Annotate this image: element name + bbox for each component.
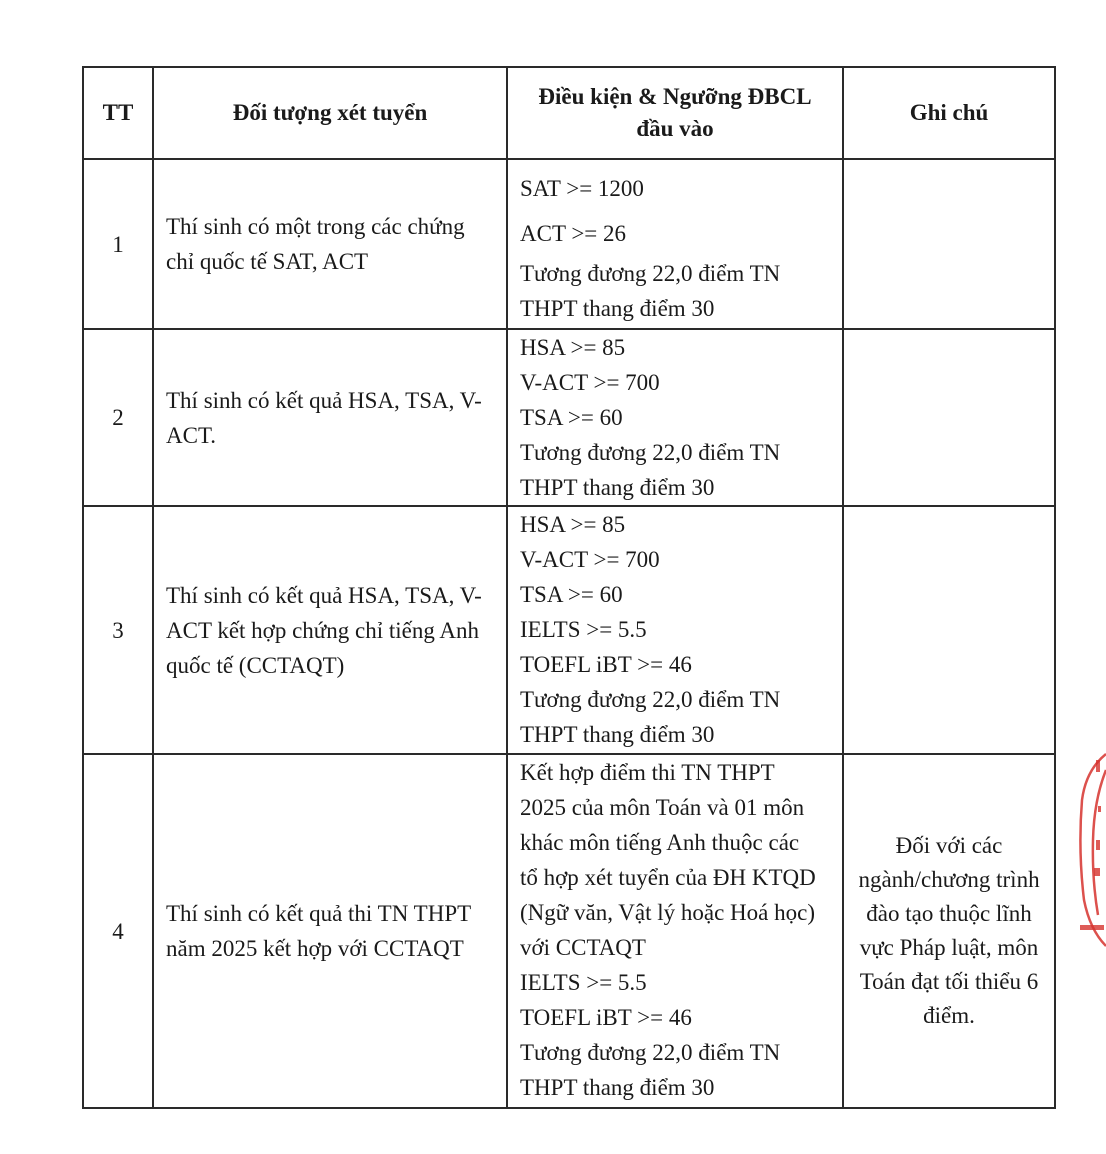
stamp-icon [1076, 740, 1106, 960]
row-number: 3 [83, 506, 153, 754]
row-note [843, 506, 1055, 754]
table-row [83, 329, 1055, 506]
row-object: Thí sinh có kết quả thi TN THPT năm 2025 kết hợp với CCTAQT [153, 754, 507, 1108]
condition-line: khác môn tiếng Anh thuộc các [520, 830, 800, 855]
condition-line: V-ACT >= 700 [520, 370, 660, 395]
condition-line: tổ hợp xét tuyển của ĐH KTQD [520, 865, 816, 890]
condition-line: SAT >= 1200 [520, 176, 644, 201]
condition-line: Tương đương 22,0 điểm TN [520, 1040, 781, 1065]
red-stamp-fragment [1076, 740, 1106, 960]
condition-line: IELTS >= 5.5 [520, 617, 647, 642]
header-tt: TT [83, 67, 153, 159]
row-conditions [507, 754, 843, 1108]
condition-line: THPT thang điểm 30 [520, 722, 715, 747]
row-note [843, 159, 1055, 329]
condition-line: THPT thang điểm 30 [520, 475, 715, 500]
condition-line: TOEFL iBT >= 46 [520, 1005, 692, 1030]
header-condition [507, 67, 843, 159]
row-conditions [507, 159, 843, 329]
admission-criteria-table [82, 66, 1056, 1109]
condition-line: THPT thang điểm 30 [520, 296, 715, 321]
header-condition-line1: Điều kiện & Ngưỡng ĐBCL [538, 84, 812, 109]
row-note: Đối với các ngành/chương trình đào tạo thuộc lĩnh vực Pháp luật, môn Toán đạt tối thiểu 6 điểm. [843, 754, 1055, 1108]
row-object: Thí sinh có một trong các chứng chỉ quốc tế SAT, ACT [153, 159, 507, 329]
row-object: Thí sinh có kết quả HSA, TSA, V-ACT kết hợp chứng chỉ tiếng Anh quốc tế (CCTAQT) [153, 506, 507, 754]
table-row [83, 506, 1055, 754]
condition-line: Tương đương 22,0 điểm TN [520, 440, 781, 465]
condition-line: ACT >= 26 [520, 221, 627, 246]
condition-line: với CCTAQT [520, 935, 646, 960]
condition-line: TSA >= 60 [520, 405, 623, 430]
condition-line: THPT thang điểm 30 [520, 1075, 715, 1100]
condition-line: HSA >= 85 [520, 512, 626, 537]
table-row [83, 754, 1055, 1108]
row-conditions [507, 506, 843, 754]
condition-line: TOEFL iBT >= 46 [520, 652, 692, 677]
condition-line: HSA >= 85 [520, 335, 626, 360]
header-condition-line2: đầu vào [636, 116, 714, 141]
table-row [83, 159, 1055, 329]
condition-line: Tương đương 22,0 điểm TN [520, 687, 781, 712]
condition-line: IELTS >= 5.5 [520, 970, 647, 995]
condition-line: Tương đương 22,0 điểm TN [520, 261, 781, 286]
row-conditions [507, 329, 843, 506]
header-row [83, 67, 1055, 159]
condition-line: 2025 của môn Toán và 01 môn [520, 795, 805, 820]
row-number: 2 [83, 329, 153, 506]
row-note [843, 329, 1055, 506]
condition-line: V-ACT >= 700 [520, 547, 660, 572]
condition-line: Kết hợp điểm thi TN THPT [520, 760, 775, 785]
condition-line: (Ngữ văn, Vật lý hoặc Hoá học) [520, 900, 815, 925]
condition-line: TSA >= 60 [520, 582, 623, 607]
header-object: Đối tượng xét tuyển [153, 67, 507, 159]
row-number: 4 [83, 754, 153, 1108]
header-note: Ghi chú [843, 67, 1055, 159]
row-object: Thí sinh có kết quả HSA, TSA, V-ACT. [153, 329, 507, 506]
row-number: 1 [83, 159, 153, 329]
